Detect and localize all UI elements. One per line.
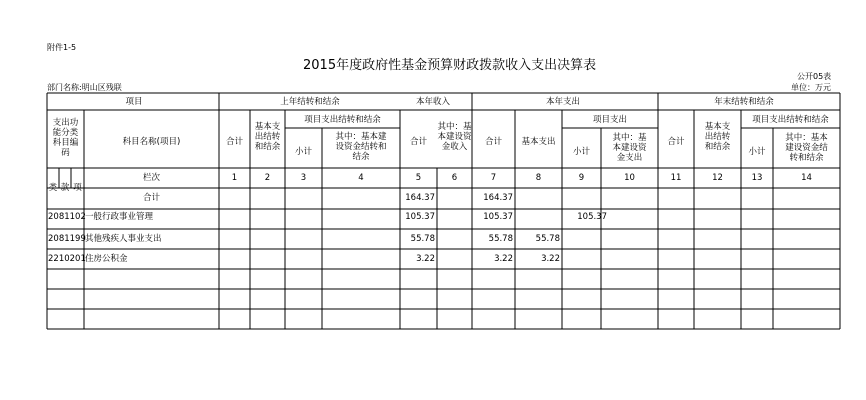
table-row-name: 其他残疾人事业支出 [85, 234, 162, 244]
header-column-index: 栏次 [142, 173, 160, 183]
header-subtotal-1: 小计 [294, 147, 312, 157]
page-title: 2015年度政府性基金预算财政拨款收入支出决算表 [303, 58, 597, 73]
table-row-name: 合计 [142, 193, 160, 203]
col-number: 7 [490, 173, 497, 183]
header-capital-carry-2: 其中：基本 建设资金结 转和结余 [785, 133, 828, 163]
header-total-1: 合计 [225, 137, 243, 147]
header-curr-expense: 本年支出 [545, 97, 580, 107]
header-basic-carry-1: 基本支 出结转 和结余 [254, 122, 281, 152]
col-number: 2 [264, 173, 271, 183]
header-basic-expense: 基本支出 [521, 137, 556, 147]
header-total-4: 合计 [667, 137, 685, 147]
col-number: 6 [451, 173, 458, 183]
table-cell-c5: 164.37 [405, 193, 435, 203]
form-number: 公开05表 [797, 72, 832, 81]
table-row-code: 2210201 [48, 254, 86, 264]
department-label: 部门名称:明山区残联 [47, 83, 122, 92]
table-cell-c7: 55.78 [488, 234, 513, 244]
header-subtotal-2: 小计 [572, 147, 590, 157]
table-cell-c8: 3.22 [541, 254, 560, 264]
unit-label: 单位：万元 [791, 83, 831, 92]
header-subtotal-3: 小计 [748, 147, 766, 157]
col-number: 14 [801, 173, 812, 183]
table-cell-c5: 3.22 [416, 254, 435, 264]
col-number: 13 [751, 173, 763, 183]
col-number: 11 [670, 173, 682, 183]
header-project: 项目 [125, 97, 143, 107]
table-cell-c7: 164.37 [483, 193, 513, 203]
header-basic-carry-2: 基本支 出结转 和结余 [704, 122, 731, 152]
col-number: 10 [624, 173, 635, 183]
header-prev-year: 上年结转和结余 [280, 97, 340, 107]
table-row-name: 住房公积金 [85, 254, 128, 264]
header-capital-carry-1: 其中：基本建 设资金结转和 结余 [335, 132, 387, 162]
header-capital-income: 其中：基 本建设资 金收入 [437, 122, 472, 152]
header-year-end: 年末结转和结余 [714, 97, 774, 107]
table-cell-c7: 105.37 [483, 212, 513, 222]
table-cell-c8: 55.78 [535, 234, 560, 244]
table-row-code: 2081102 [48, 212, 86, 222]
col-number: 1 [231, 173, 238, 183]
table-row-name: 一般行政事业管理 [85, 212, 154, 222]
header-project-expense: 项目支出 [592, 115, 627, 125]
header-capital-expense: 其中：基 本建设资 金支出 [612, 133, 647, 163]
header-total-2: 合计 [409, 137, 427, 147]
header-curr-income: 本年收入 [415, 97, 450, 107]
col-number: 8 [535, 173, 542, 183]
table-cell-c9: 105.37 [577, 212, 607, 222]
col-number: 12 [712, 173, 723, 183]
header-project-carry-2: 项目支出结转和结余 [752, 115, 829, 125]
header-lei: 类 [48, 183, 58, 193]
table-cell-c5: 55.78 [410, 234, 435, 244]
col-number: 4 [358, 173, 364, 183]
table-row-code: 2081199 [48, 234, 86, 244]
header-xiang: 项 [73, 183, 82, 193]
attachment-label: 附件1-5 [47, 43, 77, 52]
header-kuan: 款 [60, 183, 70, 193]
col-number: 9 [578, 173, 585, 183]
col-number: 5 [415, 173, 422, 183]
header-total-3: 合计 [484, 137, 502, 147]
header-project-carry-1: 项目支出结转和结余 [304, 115, 381, 125]
col-number: 3 [300, 173, 307, 183]
header-func-code: 支出功 能分类 科目编 码 [52, 118, 79, 158]
table-cell-c7: 3.22 [494, 254, 513, 264]
table-cell-c5: 105.37 [405, 212, 435, 222]
header-subject-name: 科目名称(项目) [122, 137, 181, 147]
